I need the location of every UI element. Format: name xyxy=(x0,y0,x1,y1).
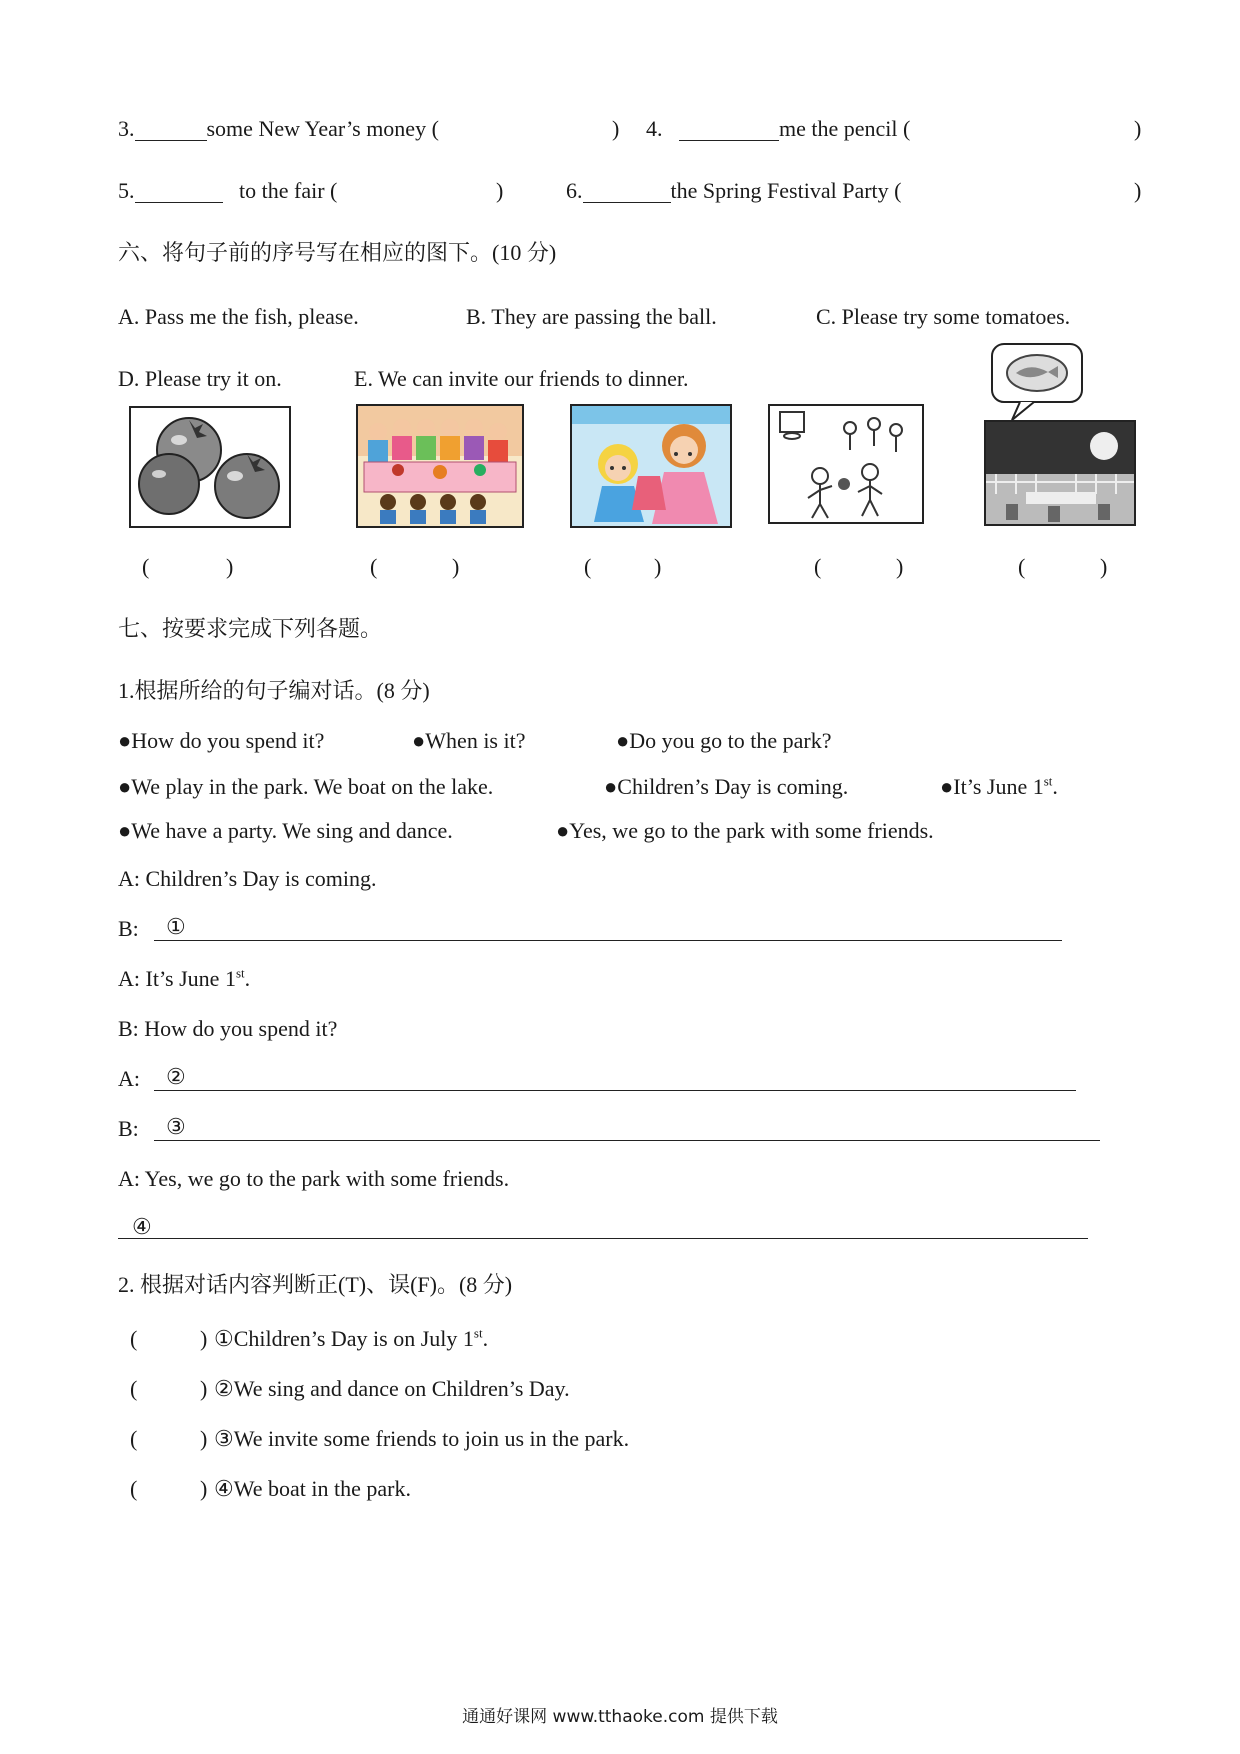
answer-paren-open: ( xyxy=(584,554,592,579)
fish-dinner-picture xyxy=(984,420,1136,526)
item-6: 6. the Spring Festival Party ( xyxy=(566,178,902,203)
answer-blank[interactable] xyxy=(583,180,671,203)
item-4: 4. me the pencil ( xyxy=(646,116,911,141)
sentence-a: A. Pass me the fish, please. xyxy=(118,304,359,329)
sentence-d: D. Please try it on. xyxy=(118,366,282,391)
blank-marker-1: ① xyxy=(166,914,186,939)
item-3: 3. some New Year’s money ( xyxy=(118,116,439,141)
close-paren: ) xyxy=(1134,116,1142,141)
sentence-e: E. We can invite our friends to dinner. xyxy=(354,366,689,391)
section-6-heading: 六、将句子前的序号写在相应的图下。(10 分) xyxy=(118,240,557,265)
answer-line-2[interactable] xyxy=(154,1090,1076,1091)
answer-line-4[interactable] xyxy=(118,1238,1088,1239)
answer-blank[interactable] xyxy=(135,180,223,203)
part-1-heading: 1.根据所给的句子编对话。(8 分) xyxy=(118,678,430,703)
tomatoes-picture xyxy=(129,406,291,528)
item-5: 5. to the fair ( xyxy=(118,178,338,203)
option-sentence: ●When is it? xyxy=(412,728,526,753)
page-footer: 通通好课网 www.tthaoke.com 提供下载 xyxy=(462,1707,778,1727)
dinner-party-picture xyxy=(356,404,524,528)
speech-bubble xyxy=(990,342,1090,412)
dialogue-speaker: B: xyxy=(118,916,139,941)
answer-blank[interactable] xyxy=(135,118,207,141)
answer-paren-open: ( xyxy=(1018,554,1026,579)
blank-marker-4: ④ xyxy=(132,1214,152,1239)
answer-paren-close: ) xyxy=(896,554,904,579)
dialogue-speaker: B: xyxy=(118,1116,139,1141)
part-2-heading: 2. 根据对话内容判断正(T)、误(F)。(8 分) xyxy=(118,1272,513,1297)
option-sentence: ●We have a party. We sing and dance. xyxy=(118,818,453,843)
answer-paren-open: ( xyxy=(370,554,378,579)
dialogue-speaker: A: xyxy=(118,1066,140,1091)
answer-paren-close: ) xyxy=(1100,554,1108,579)
answer-paren-close: ) xyxy=(226,554,234,579)
dialogue-line-4: B: How do you spend it? xyxy=(118,1016,338,1041)
dialogue-line-1: A: Children’s Day is coming. xyxy=(118,866,377,891)
close-paren: ) xyxy=(1134,178,1142,203)
close-paren: ) xyxy=(496,178,504,203)
option-sentence: ●We play in the park. We boat on the lake. xyxy=(118,774,494,799)
option-sentence: ●How do you spend it? xyxy=(118,728,325,753)
answer-line-1[interactable] xyxy=(154,940,1062,941)
option-sentence: ●Yes, we go to the park with some friends. xyxy=(556,818,934,843)
option-sentence: ●It’s June 1st. xyxy=(940,773,1058,799)
dialogue-line-3: A: It’s June 1st. xyxy=(118,965,251,991)
dialogue-line-7: A: Yes, we go to the park with some friends. xyxy=(118,1166,510,1191)
option-sentence: ●Children’s Day is coming. xyxy=(604,774,849,799)
answer-paren-close: ) xyxy=(452,554,460,579)
sentence-b: B. They are passing the ball. xyxy=(466,304,717,329)
section-7-heading: 七、按要求完成下列各题。 xyxy=(118,616,383,641)
sentence-c: C. Please try some tomatoes. xyxy=(816,304,1071,329)
blank-marker-2: ② xyxy=(166,1064,186,1089)
basketball-picture xyxy=(768,404,924,524)
answer-line-3[interactable] xyxy=(154,1140,1100,1141)
option-sentence: ●Do you go to the park? xyxy=(616,728,832,753)
answer-paren-close: ) xyxy=(654,554,662,579)
trying-on-clothes-picture xyxy=(570,404,732,528)
blank-marker-3: ③ xyxy=(166,1114,186,1139)
close-paren: ) xyxy=(612,116,620,141)
answer-blank[interactable] xyxy=(679,118,779,141)
answer-paren-open: ( xyxy=(814,554,822,579)
answer-paren-open: ( xyxy=(142,554,150,579)
